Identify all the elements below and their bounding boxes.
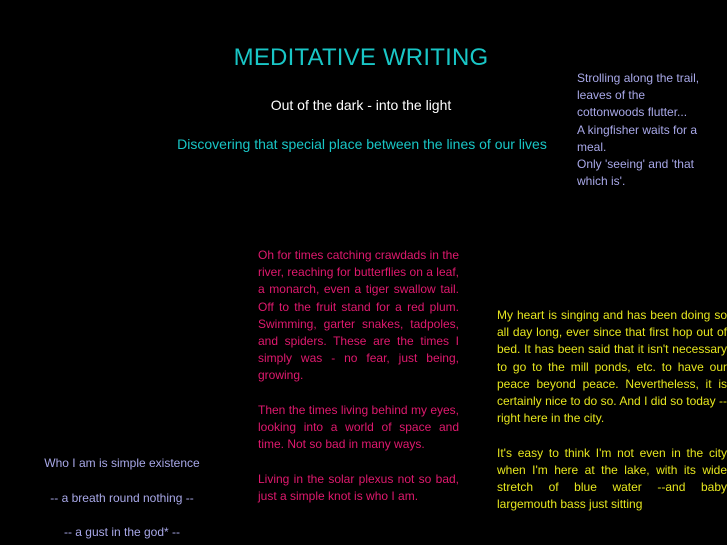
page-subtitle: Out of the dark - into the light	[270, 97, 452, 113]
who-i-am-block	[0, 455, 244, 545]
haiku-line: leaves of the	[577, 88, 646, 103]
page-tagline: Discovering that special place between the lines of our lives	[177, 136, 547, 152]
haiku-block	[577, 70, 722, 190]
crawdads-paragraph: Oh for times catching crawdads in the river, reaching for butterflies on a leaf, a monarch, even a tiger swallow tail. Off to the fruit stand for a red plum. Swimming, garter snakes, tadpoles, and spiders. These are the times I simply was - no fear, just being, growing.	[258, 248, 459, 383]
haiku-line: Strolling along the trail,	[577, 71, 700, 85]
heart-paragraph: My heart is singing and has been doing so all day long, ever since that first hop out of bed. It has been said that it isn't necessary to go to the mill ponds, etc. to have our peace beyond peace. Nevertheless, it is certainly nice to do so. And I did so today -- right here in the city.	[497, 308, 727, 426]
haiku-line: cottonwoods flutter...	[577, 105, 688, 120]
heart-paragraph: It's easy to think I'm not even in the city when I'm here at the lake, with its wide stretch of blue water --and baby largemouth bass just sitting	[497, 445, 727, 512]
who-i-am-line: -- a breath round nothing --	[50, 490, 194, 505]
crawdads-paragraph: Then the times living behind my eyes, looking into a world of space and time. Not so bad in many ways.	[258, 402, 459, 452]
page-title: MEDITATIVE WRITING	[233, 44, 489, 71]
haiku-line: A kingfisher waits for a meal.	[577, 122, 698, 154]
who-i-am-line: -- a gust in the god* --	[63, 525, 181, 540]
crawdads-paragraph: Living in the solar plexus not so bad, just a simple knot is who I am.	[258, 471, 459, 503]
crawdads-text-block	[258, 247, 459, 522]
who-i-am-line: Who I am is simple existence	[44, 456, 200, 470]
haiku-line: Only 'seeing' and 'that which is'.	[577, 157, 694, 189]
heart-text-block	[497, 307, 727, 531]
